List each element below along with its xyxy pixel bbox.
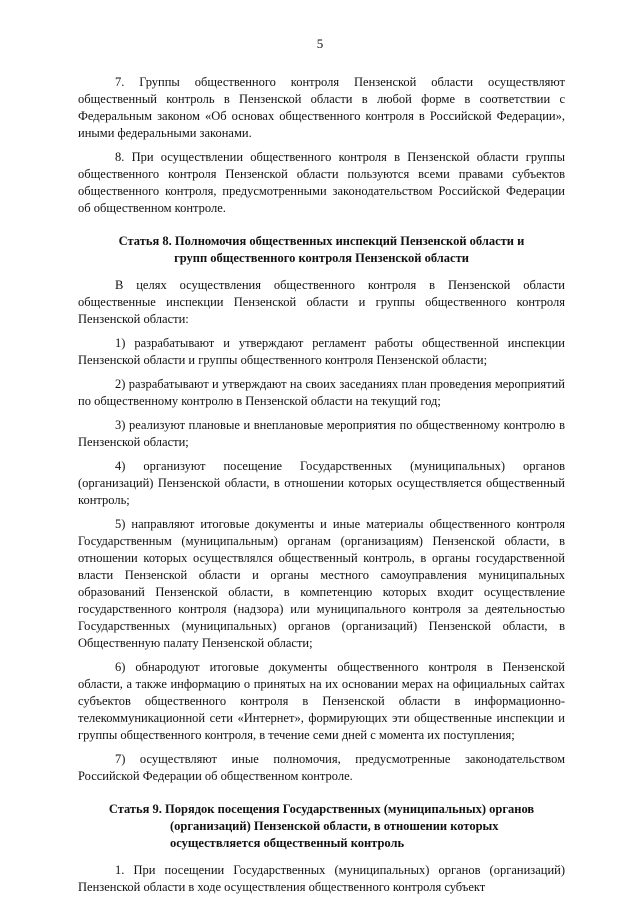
article-8-intro: В целях осуществления общественного контроля в Пензенской области общественные инспекции Пензенской области и группы общественного контроля Пензенской области:: [78, 278, 565, 326]
paragraph-8: 8. При осуществлении общественного контроля в Пензенской области группы общественного контроля Пензенской области пользуются всеми правами субъектов общественного контроля, предусмотренными законодательством Российской Федерации об общественном контроле.: [78, 150, 565, 215]
article-8-heading: [78, 233, 565, 267]
document-body: [78, 74, 565, 903]
article-8-item-3: 3) реализуют плановые и внеплановые мероприятия по общественному контролю в Пензенской области;: [78, 418, 565, 449]
article-9-item-1: 1. При посещении Государственных (муниципальных) органов (организаций) Пензенской области в ходе осуществления общественного контроля субъект: [78, 863, 565, 894]
article-8-item-4: 4) организуют посещение Государственных (муниципальных) органов (организаций) Пензенской области, в отношении которых осуществляется общественный контроль;: [78, 459, 565, 507]
paragraph-7: 7. Группы общественного контроля Пензенской области осуществляют общественный контроль в Пензенской области в любой форме в соответствии с Федеральным законом «Об основах общественного контроля в Российской Федерации», иными федеральными законами.: [78, 75, 565, 140]
article-9-heading: [78, 801, 565, 852]
article-8-heading-line2: групп общественного контроля Пензенской области: [174, 251, 469, 265]
article-9-heading-line2: (организаций) Пензенской области, в отношении которых: [170, 819, 499, 833]
article-9-heading-line3: осуществляется общественный контроль: [170, 836, 405, 850]
article-8-item-2: 2) разрабатывают и утверждают на своих заседаниях план проведения мероприятий по общественному контролю в Пензенской области на текущий год;: [78, 377, 565, 408]
article-8-item-6: 6) обнародуют итоговые документы общественного контроля в Пензенской области, а также информацию о принятых на их основании мерах на официальных сайтах субъектов общественного контроля в Пензенской области в информационно-телекоммуникационной сети «Интернет», формирующих эти общественные инспекции и группы общественного контроля, в течение семи дней с момента их поступления;: [78, 660, 565, 742]
article-9-heading-line1: Статья 9. Порядок посещения Государственных (муниципальных) органов: [108, 802, 535, 816]
article-8-item-5: 5) направляют итоговые документы и иные материалы общественного контроля Государственным (муниципальным) органам (организациям) Пензенской области, в отношении которых осуществлялся общественный контроль, в органы государственной власти Пензенской области и органы местного самоуправления муниципальных образований Пензенской области, в компетенцию которых входит осуществление государственного контроля (надзора) или муниципального контроля за деятельностью Государственных (муниципальных) органов (организаций) Пензенской области, в Общественную палату Пензенской области;: [78, 517, 565, 650]
article-8-item-1: 1) разрабатывают и утверждают регламент работы общественной инспекции Пензенской области и группы общественного контроля Пензенской области;: [78, 336, 565, 367]
article-8-item-7: 7) осуществляют иные полномочия, предусмотренные законодательством Российской Федерации об общественном контроле.: [78, 752, 565, 783]
page-number: 5: [316, 36, 324, 51]
article-8-heading-line1: Статья 8. Полномочия общественных инспекций Пензенской области и: [118, 234, 525, 248]
